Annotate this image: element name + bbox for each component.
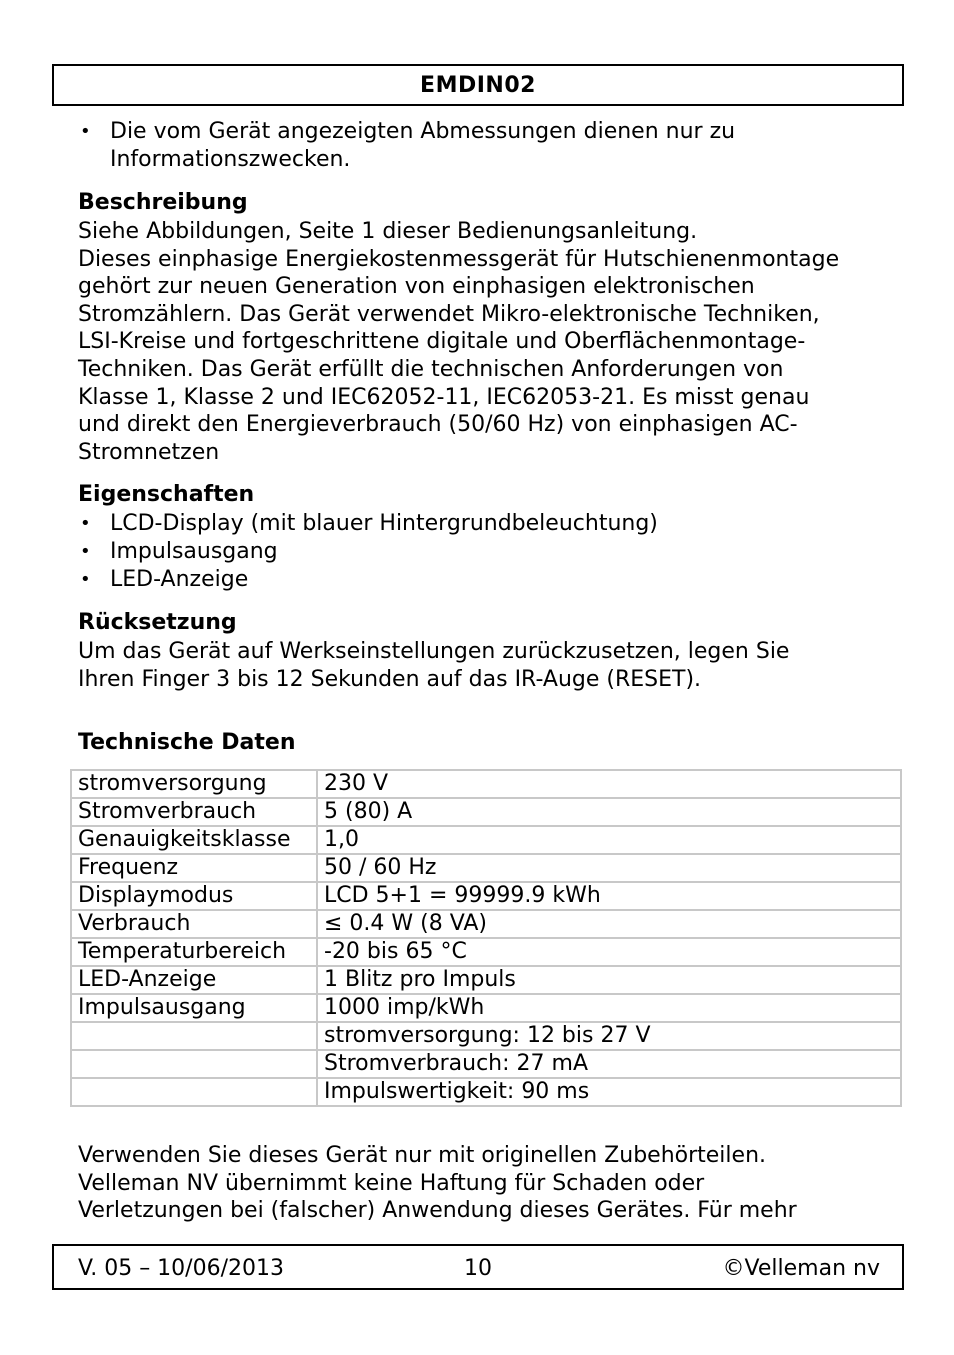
header-title: EMDIN02 — [420, 72, 536, 98]
document-footer — [52, 1244, 904, 1290]
table-row — [71, 1050, 901, 1078]
section-heading-ruecksetzung: Rücksetzung — [78, 610, 237, 636]
spec-value-cell: 1 Blitz pro Impuls — [317, 966, 901, 994]
spec-value-cell: 230 V — [317, 770, 901, 798]
list-item: • LCD-Display (mit blauer Hintergrundbeleuchtung) — [78, 510, 878, 538]
table-row — [71, 994, 901, 1022]
table-row — [71, 826, 901, 854]
footer-page-number: 10 — [464, 1256, 492, 1281]
section-heading-eigenschaften: Eigenschaften — [78, 482, 255, 508]
table-row — [71, 910, 901, 938]
spec-value-cell: Stromverbrauch: 27 mA — [317, 1050, 901, 1078]
section-heading-technische-daten: Technische Daten — [78, 729, 296, 755]
list-item: • Impulsausgang — [78, 538, 878, 566]
table-row — [71, 1078, 901, 1106]
ruecksetzung-text: Um das Gerät auf Werkseinstellungen zurückzusetzen, legen Sie Ihren Finger 3 bis 12 Sekunden auf das IR-Auge (RESET). — [78, 639, 790, 692]
document-header — [52, 64, 904, 106]
spec-value-cell: LCD 5+1 = 99999.9 kWh — [317, 882, 901, 910]
spec-label-cell: LED-Anzeige — [71, 966, 317, 994]
spec-label-cell — [71, 1050, 317, 1078]
spec-label-cell: Verbrauch — [71, 910, 317, 938]
spec-value-cell: Impulswertigkeit: 90 ms — [317, 1078, 901, 1106]
intro-list — [78, 118, 878, 174]
spec-value-cell: 5 (80) A — [317, 798, 901, 826]
footer-copyright: ©Velleman nv — [722, 1256, 880, 1281]
spec-label-cell: Impulsausgang — [71, 994, 317, 1022]
spec-label-cell: Genauigkeitsklasse — [71, 826, 317, 854]
table-row — [71, 798, 901, 826]
table-row — [71, 966, 901, 994]
intro-bullet: • Die vom Gerät angezeigten Abmessungen dienen nur zu Informationszwecken. — [78, 118, 878, 174]
table-row — [71, 1022, 901, 1050]
spec-value-cell: 1000 imp/kWh — [317, 994, 901, 1022]
spec-label-cell: Stromverbrauch — [71, 798, 317, 826]
table-row — [71, 770, 901, 798]
specs-table — [70, 769, 902, 1107]
table-row — [71, 854, 901, 882]
spec-label-cell: Frequenz — [71, 854, 317, 882]
eigenschaften-list — [78, 510, 878, 594]
section-heading-beschreibung: Beschreibung — [78, 190, 248, 215]
main-content — [78, 118, 878, 758]
beschreibung-text: Siehe Abbildungen, Seite 1 dieser Bedienungsanleitung. Dieses einphasige Energiekostenmessgerät für Hutschienenmontage gehört zur neuen Generation von einphasigen elektronischen Stromzählern. Das Gerät verwendet Mikro-elektronische Techniken, LSI-Kreise und fortgeschrittene digitale und Oberflächenmontage- Techniken. Das Gerät erfüllt die technischen Anforderungen von Klasse 1, Klasse 2 und IEC62052-11, IEC62053-21. Es misst genau und direkt den Energieverbrauch (50/60 Hz) von einphasigen AC- Stromnetzen — [78, 219, 840, 465]
spec-value-cell: -20 bis 65 °C — [317, 938, 901, 966]
table-row — [71, 882, 901, 910]
spec-value-cell: ≤ 0.4 W (8 VA) — [317, 910, 901, 938]
spec-label-cell: stromversorgung — [71, 770, 317, 798]
table-row — [71, 938, 901, 966]
spec-value-cell: 50 / 60 Hz — [317, 854, 901, 882]
footer-version: V. 05 – 10/06/2013 — [78, 1256, 284, 1281]
closing-text: Verwenden Sie dieses Gerät nur mit originellen Zubehörteilen. Velleman NV übernimmt keine Haftung für Schaden oder Verletzungen bei (falscher) Anwendung dieses Gerätes. Für mehr — [78, 1143, 797, 1224]
spec-label-cell — [71, 1078, 317, 1106]
list-item: • LED-Anzeige — [78, 566, 878, 594]
spec-label-cell: Temperaturbereich — [71, 938, 317, 966]
spec-value-cell: stromversorgung: 12 bis 27 V — [317, 1022, 901, 1050]
spec-value-cell: 1,0 — [317, 826, 901, 854]
spec-label-cell — [71, 1022, 317, 1050]
spec-label-cell: Displaymodus — [71, 882, 317, 910]
